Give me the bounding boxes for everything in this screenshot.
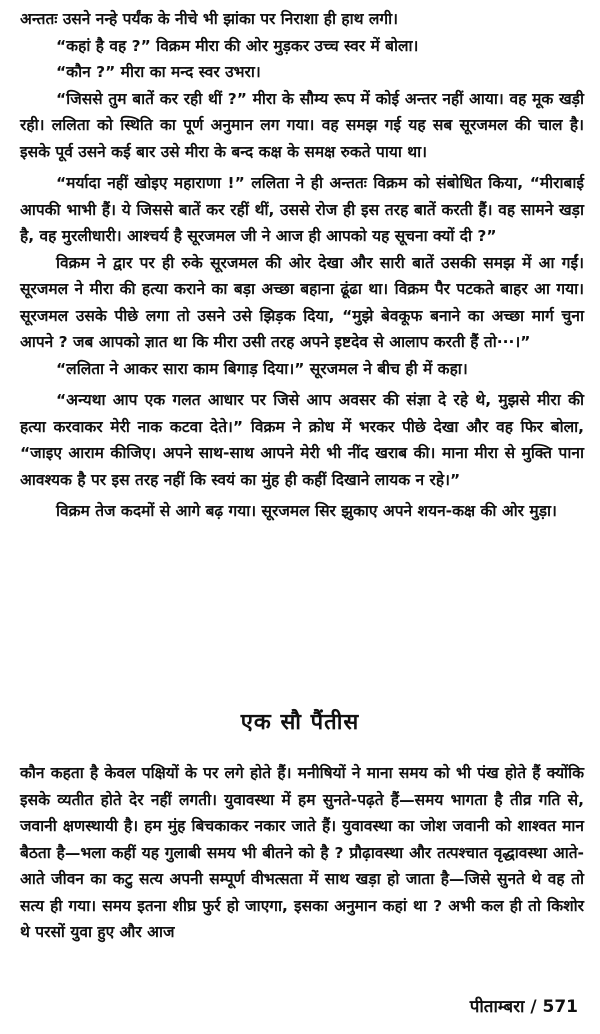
chapter-text	[20, 760, 584, 946]
paragraph: “कहां है वह ?” विक्रम मीरा की ओर मुड़कर उच्च स्वर में बोला।	[56, 36, 419, 55]
paragraph: अन्ततः उसने नन्हे पर्यंक के नीचे भी झांका पर निराशा ही हाथ लगी।	[20, 10, 399, 28]
paragraph: “ललिता ने आकर सारा काम बिगाड़ दिया।” सूरजमल ने बीच ही में कहा।	[56, 359, 468, 378]
chapter-paragraph: कौन कहता है केवल पक्षियों के पर लगे होते हैं। मनीषियों ने माना समय को भी पंख होते हैं क्योंकि इसके व्यतीत होते देर नहीं लगती। युवावस्था में हम सुनते-पढ़ते हैं—समय भागता है तीव्र गति से, जवानी क्षणस्थायी है। हम मुंह बिचकाकर नकार जाते हैं। युवावस्था का जोश जवानी को शाश्वत मान बैठता है—भला कहीं यह गुलाबी समय भी बीतने को है ? प्रौढ़ावस्था और तत्पश्चात वृद्धावस्था आते-आते जीवन का कटु सत्य अपनी सम्पूर्ण वीभत्सता में साथ खड़ा हो जाता है—जिसे सुनते थे वह तो सत्य ही गया। समय इतना शीघ्र फुर्र हो जाएगा, इसका अनुमान कहां था ? अभी कल ही तो किशोर थे परसों युवा हुए और आज	[20, 764, 584, 941]
previous-chapter-text	[20, 6, 584, 525]
paragraph: विक्रम ने द्वार पर ही रुके सूरजमल की ओर देखा और सारी बातें उसकी समझ में आ गईं। सूरजमल ने मीरा की हत्या कराने का बड़ा अच्छा बहाना ढूंढा था। विक्रम पैर पटकते बाहर आ गया। सूरजमल उसके पीछे लगा तो उसने उसे झिड़क दिया, “मुझे बेवकूफ बनाने का अच्छा मार्ग चुना आपने ? जब आपको ज्ञात था कि मीरा उसी तरह अपने इष्टदेव से आलाप करती हैं तो···।”	[20, 253, 584, 351]
paragraph: “मर्यादा नहीं खोइए महाराणा !” ललिता ने ही अन्ततः विक्रम को संबोधित किया, “मीराबाई आपकी भाभी हैं। ये जिससे बातें कर रहीं थीं, उससे रोज ही इस तरह बातें करती हैं। वह सामने खड़ा है, वह मुरलीधारी। आश्चर्य है सूरजमल जी ने आज ही आपको यह सूचना क्यों दी ?”	[20, 174, 584, 245]
paragraph: “कौन ?” मीरा का मन्द स्वर उभरा।	[56, 63, 261, 81]
paragraph: “जिससे तुम बातें कर रही थीं ?” मीरा के सौम्य रूप में कोई अन्तर नहीं आया। वह मूक खड़ी रही। ललिता को स्थिति का पूर्ण अनुमान लग गया। वह समझ गई यह सब सूरजमल की चाल है। इसके पूर्व उसने कई बार उसे मीरा के बन्द कक्ष के समक्ष रुकते पाया था।	[20, 89, 584, 161]
paragraph: “अन्यथा आप एक गलत आधार पर जिसे आप अवसर की संज्ञा दे रहे थे, मुझसे मीरा की हत्या करवाकर मेरी नाक कटवा देते।” विक्रम ने क्रोध में भरकर पीछे देखा और वह फिर बोला, “जाइए आराम कीजिए। अपने साथ-साथ आपने मेरी भी नींद खराब की। माना मीरा से मुक्ति पाना आवश्यक है पर इस तरह नहीं कि स्वयं का मुंह ही कहीं दिखाने लायक न रहे।”	[20, 391, 584, 489]
paragraph: विक्रम तेज कदमों से आगे बढ़ गया। सूरजमल सिर झुकाए अपने शयन-कक्ष की ओर मुड़ा।	[56, 502, 557, 520]
page-footer: पीताम्बरा / 571	[469, 997, 578, 1017]
chapter-title: एक सौ पैंतीस	[240, 710, 360, 735]
